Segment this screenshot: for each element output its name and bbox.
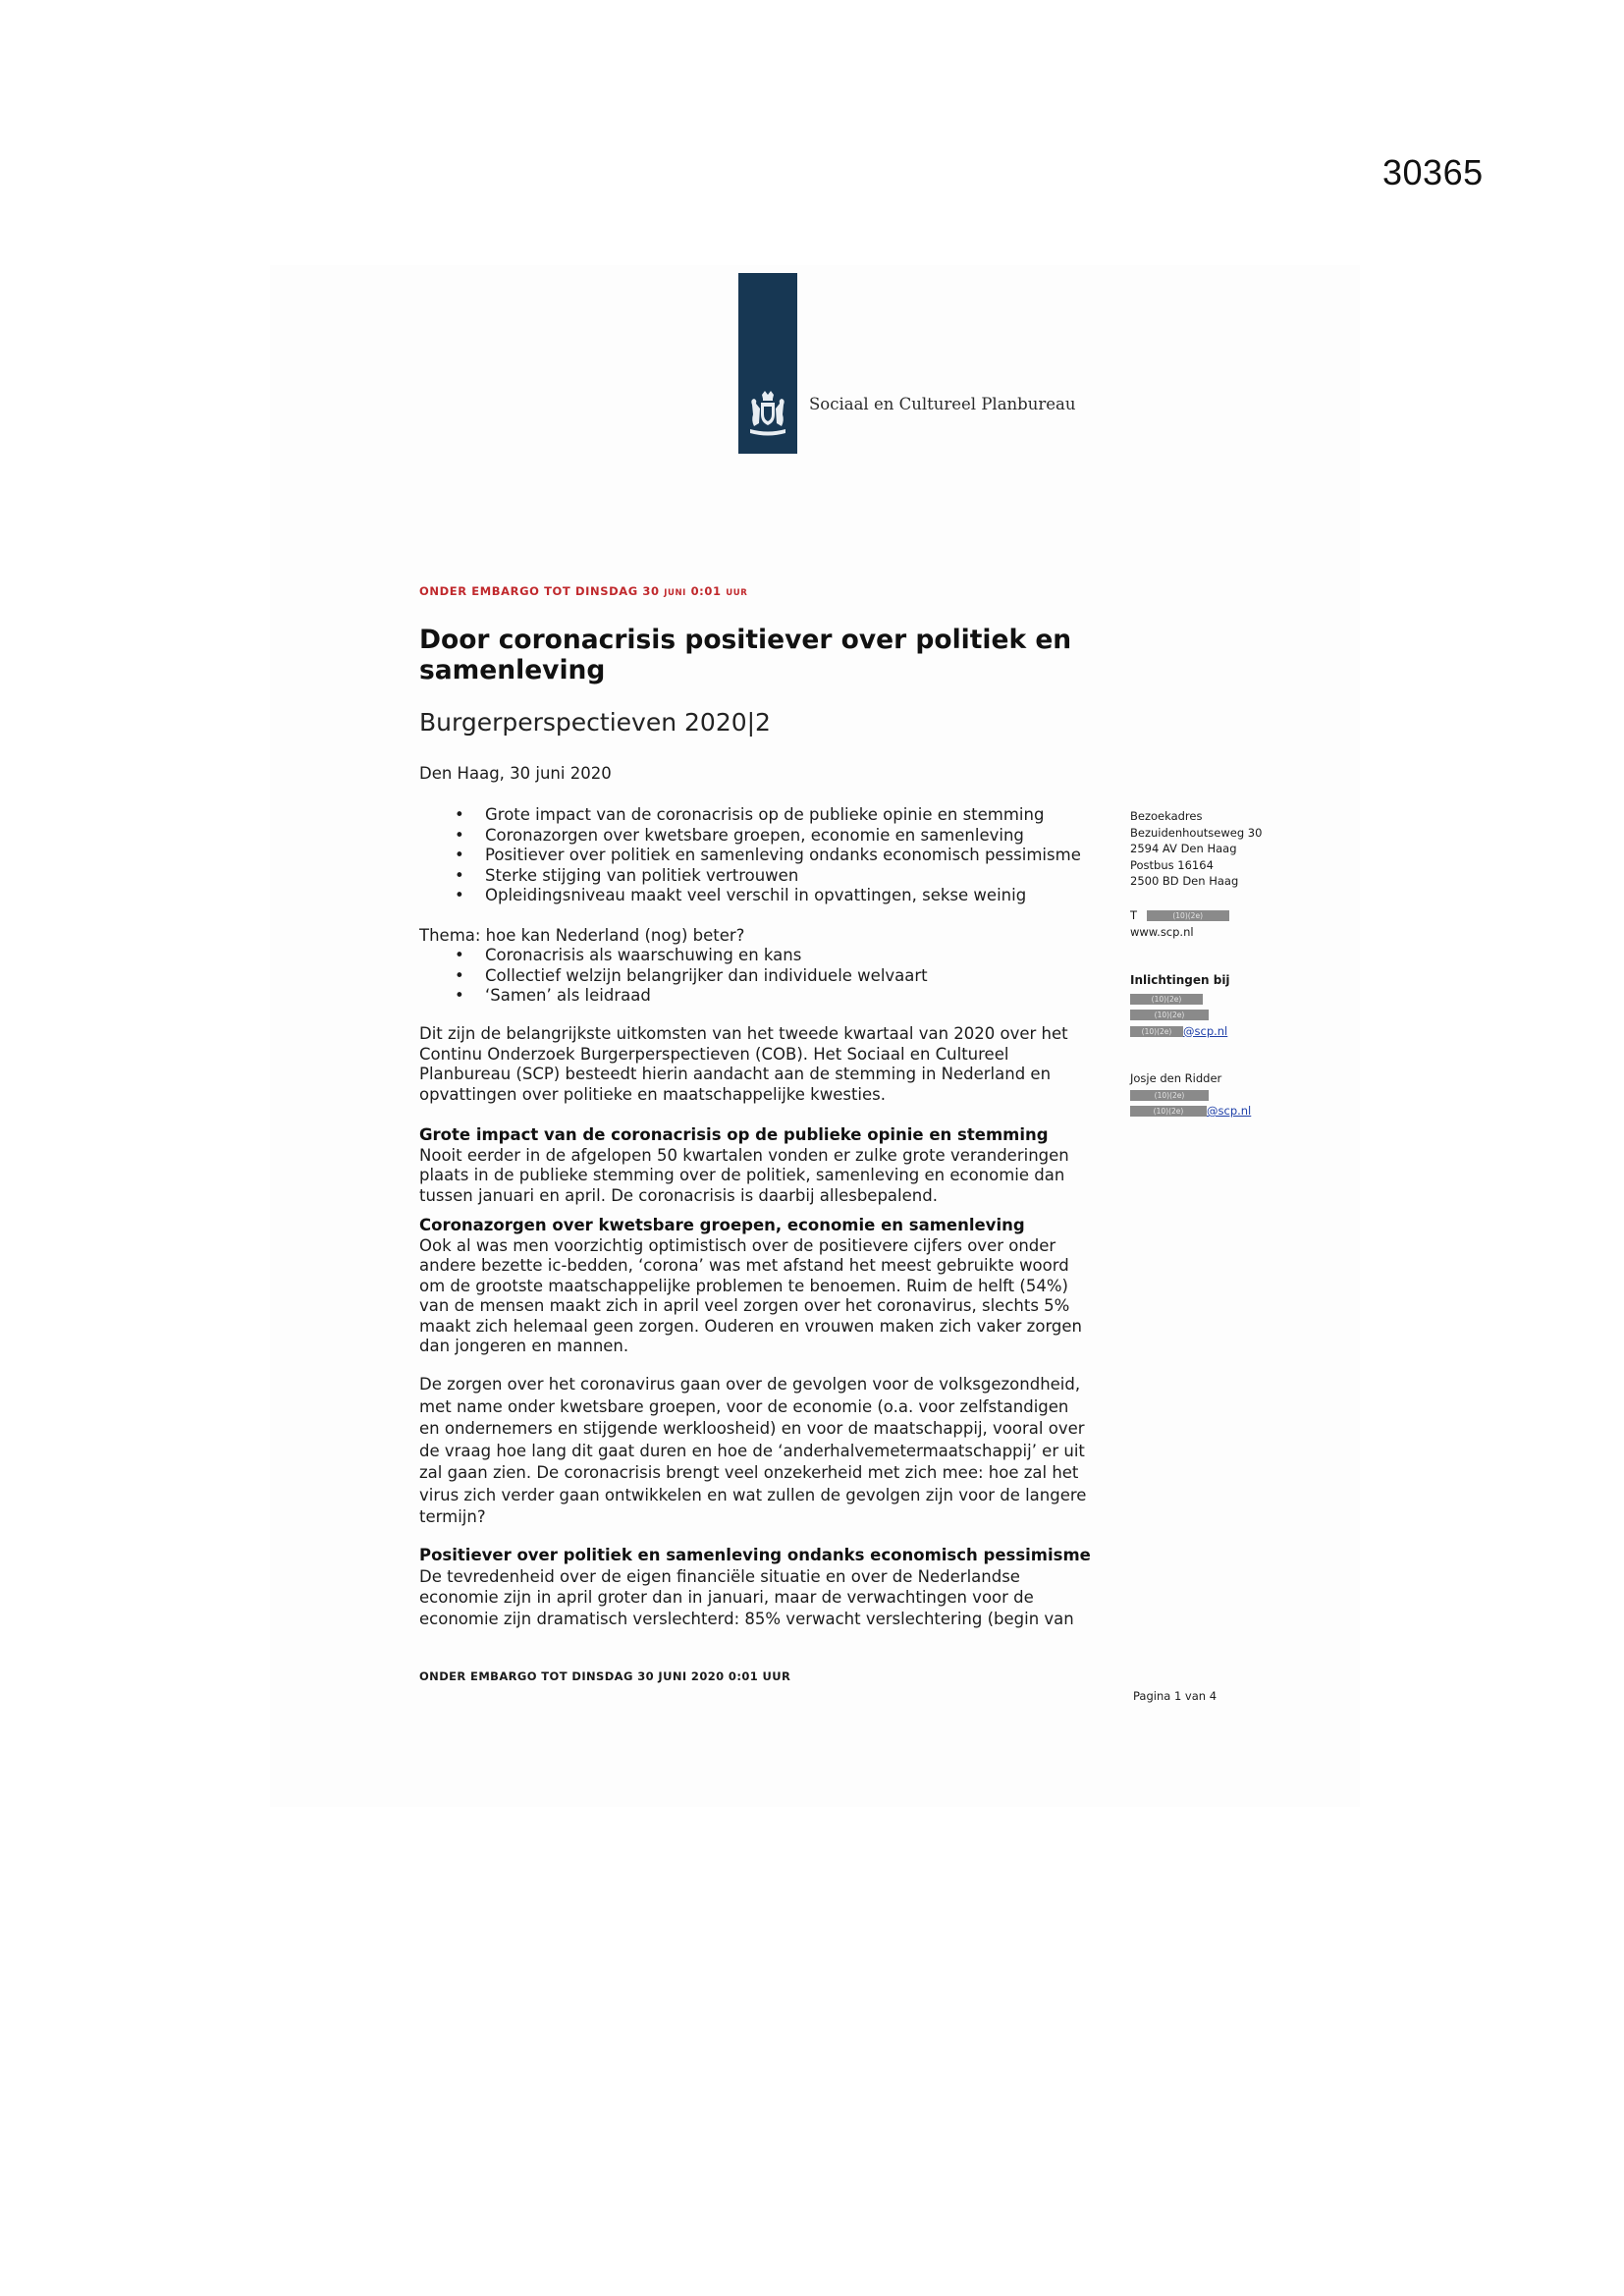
list-item: • ‘Samen’ als leidraad [419,986,928,1007]
text-line: om de grootste maatschappelijke problemen te benoemen. Ruim de helft (54%) [419,1276,1068,1295]
embargo-month: JUNI [664,588,686,598]
text-line: opvattingen over politieke en maatschappelijke kwesties. [419,1084,887,1104]
document-subtitle: Burgerperspectieven 2020|2 [419,708,771,737]
list-item: • Coronazorgen over kwetsbare groepen, economie en samenleving [419,826,1081,847]
address-line: Postbus 16164 [1130,857,1214,872]
section-heading: Grote impact van de coronacrisis op de publieke opinie en stemming [419,1125,1049,1144]
text-line: Nooit eerder in de afgelopen 50 kwartalen vonden er zulke grote veranderingen [419,1145,1069,1165]
thema-list [419,946,928,1007]
address-label: Bezoekadres [1130,809,1203,823]
text-line: dan jongeren en mannen. [419,1337,629,1355]
crest-icon [742,389,793,440]
text-line: De tevredenheid over de eigen financiële situatie en over de Nederlandse [419,1566,1020,1586]
sidebar-address [1130,808,1262,890]
text-line: Ook al was men voorzichtig optimistisch over de positievere cijfers over onder [419,1235,1056,1255]
section-positiever [419,1546,1107,1629]
embargo-notice [419,584,747,598]
list-item: • Sterke stijging van politiek vertrouwen [419,866,1081,887]
list-item: • Coronacrisis als waarschuwing en kans [419,946,928,966]
email-link[interactable]: @scp.nl [1183,1023,1228,1038]
section-heading: Coronazorgen over kwetsbare groepen, economie en samenleving [419,1216,1025,1234]
address-line: 2594 AV Den Haag [1130,842,1237,855]
sidebar-inlichtingen [1130,972,1230,1039]
intro-paragraph [419,1024,1107,1105]
section-impact [419,1125,1107,1206]
section-coronazorgen [419,1216,1107,1357]
text-line: De zorgen over het coronavirus gaan over de gevolgen voor de volksgezondheid, [419,1375,1081,1394]
list-item: • Positiever over politiek en samenleving ondanks economisch pessimisme [419,846,1081,866]
text-line: Continu Onderzoek Burgerperspectieven (COB). Het Sociaal en Cultureel [419,1044,1009,1064]
text-line: termijn? [419,1507,486,1526]
text-line: en ondernemers en stijgende werkloosheid) en voor de maatschappij, vooral over [419,1419,1085,1438]
text-line: Dit zijn de belangrijkste uitkomsten van het tweede kwartaal van 2020 over het [419,1024,1068,1043]
redacted-email: (10)(2e) [1130,1106,1207,1117]
thema-title: Thema: hoe kan Nederland (nog) beter? [419,926,745,945]
sidebar-ridder [1130,1070,1251,1120]
paragraph-zorgen [419,1374,1107,1529]
inlichtingen-heading: Inlichtingen bij [1130,973,1230,987]
redacted-phone: (10)(2e) [1147,910,1229,921]
text-line: de vraag hoe lang dit gaat duren en hoe de ‘anderhalvemetermaatschappij’ er uit [419,1441,1085,1460]
document-title: Door coronacrisis positiever over politiek en samenleving [419,625,1072,685]
redacted-phone: (10)(2e) [1130,1090,1209,1101]
website-link[interactable]: www.scp.nl [1130,924,1194,939]
embargo-prefix: ONDER EMBARGO TOT DINSDAG 30 [419,584,660,598]
text-line: andere bezette ic-bedden, ‘corona’ was met afstand het meest gebruikte woord [419,1256,1069,1275]
embargo-time: 0:01 [690,584,722,598]
redacted-name: (10)(2e) [1130,994,1203,1005]
text-line: economie zijn in april groter dan in januari, maar de verwachtingen voor de [419,1588,1034,1607]
redacted-email: (10)(2e) [1130,1026,1183,1037]
footer-embargo: ONDER EMBARGO TOT DINSDAG 30 JUNI 2020 0:01 UUR [419,1669,791,1683]
document-number: 30365 [1382,152,1484,192]
text-line: Planbureau (SCP) besteedt hierin aandacht aan de stemming in Nederland en [419,1065,1052,1083]
contact-name: Josje den Ridder [1130,1071,1222,1085]
embargo-unit: UUR [726,588,748,598]
list-item: • Grote impact van de coronacrisis op de publieke opinie en stemming [419,805,1081,826]
sidebar-contact [1130,907,1229,940]
dateline: Den Haag, 30 juni 2020 [419,764,612,783]
section-heading: Positiever over politiek en samenleving ondanks economisch pessimisme [419,1546,1091,1564]
list-item: • Opleidingsniveau maakt veel verschil in opvattingen, sekse weinig [419,886,1081,906]
text-line: virus zich verder gaan ontwikkelen en wat zullen de gevolgen zijn voor de langere [419,1485,1087,1504]
page-number: Pagina 1 van 4 [1133,1689,1218,1703]
text-line: maakt zich helemaal geen zorgen. Ouderen en vrouwen maken zich vaker zorgen [419,1316,1083,1336]
list-item: • Collectief welzijn belangrijker dan individuele welvaart [419,966,928,987]
phone-prefix: T [1130,908,1138,922]
text-line: van de mensen maakt zich in april veel zorgen over het coronavirus, slechts 5% [419,1296,1070,1315]
highlights-list [419,805,1081,906]
text-line: plaats in de publieke stemming over de politiek, samenleving en economie dan [419,1166,1065,1184]
email-link[interactable]: @scp.nl [1207,1104,1252,1118]
text-line: tussen januari en april. De coronacrisis is daarbij allesbepalend. [419,1185,938,1205]
text-line: zal gaan zien. De coronacrisis brengt veel onzekerheid met zich mee: hoe zal het [419,1463,1079,1482]
text-line: economie zijn dramatisch verslechterd: 85% verwacht verslechtering (begin van [419,1609,1074,1628]
address-line: 2500 BD Den Haag [1130,874,1239,888]
address-line: Bezuidenhoutseweg 30 [1130,825,1263,840]
org-name: Sociaal en Cultureel Planbureau [809,395,1076,413]
text-line: met name onder kwetsbare groepen, voor de economie (o.a. voor zelfstandigen [419,1396,1069,1416]
redacted-phone: (10)(2e) [1130,1010,1209,1020]
